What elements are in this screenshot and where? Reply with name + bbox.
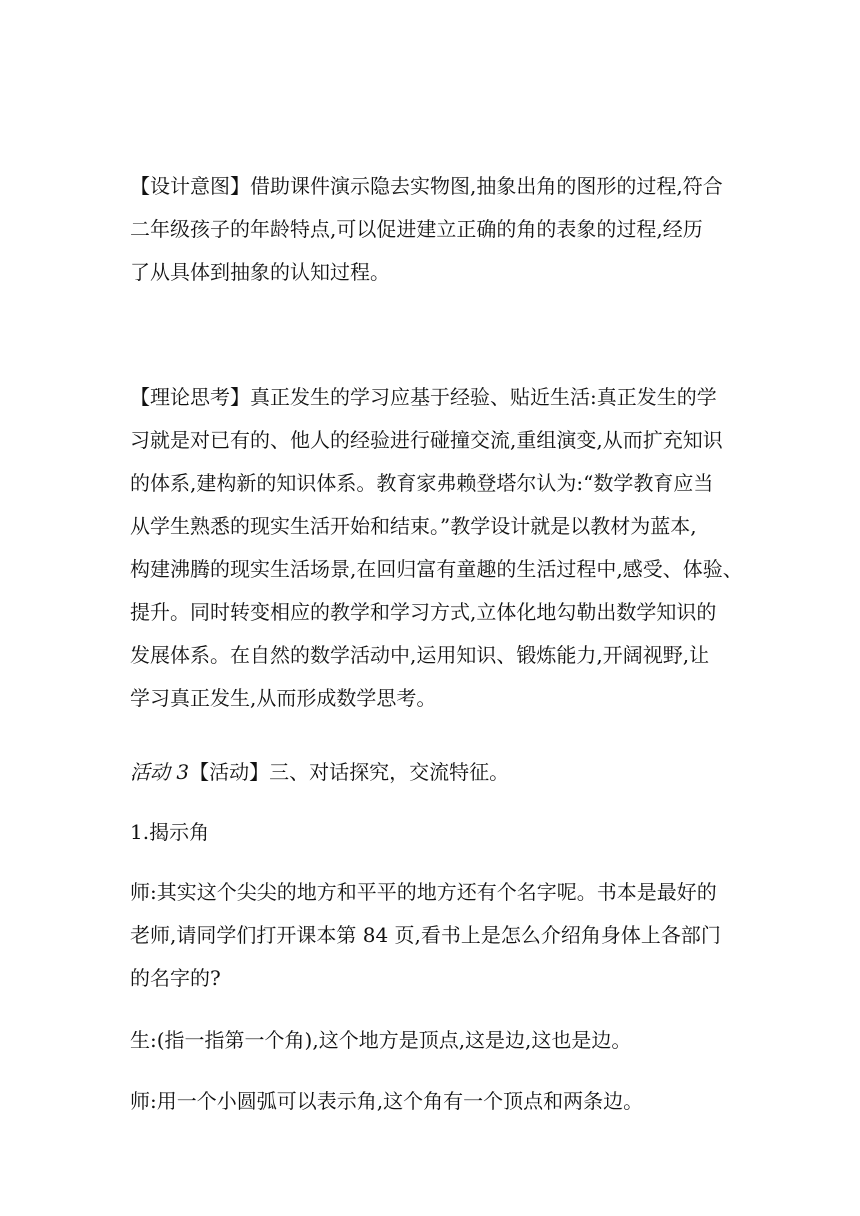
activity-heading — [130, 758, 509, 786]
theory-line-7: 发展体系。在自然的数学活动中,运用知识、锻炼能力,开阔视野,让 — [130, 643, 710, 667]
theory-line-8: 学习真正发生,从而形成数学思考。 — [130, 686, 437, 710]
theory-line-4: 从学生熟悉的现实生活开始和结束。”教学设计就是以教材为蓝本, — [130, 514, 697, 538]
theory-line-6: 提升。同时转变相应的教学和学习方式,立体化地勾勒出数学知识的 — [130, 600, 717, 624]
design-intent-line-3: 了从具体到抽象的认知过程。 — [130, 260, 390, 284]
teacher-line-3: 的名字的? — [130, 966, 221, 990]
section-heading: 1.揭示角 — [130, 820, 210, 844]
teacher-line-4: 师:用一个小圆弧可以表示角,这个角有一个顶点和两条边。 — [130, 1089, 644, 1113]
design-intent-line-1: 【设计意图】借助课件演示隐去实物图,抽象出角的图形的过程,符合 — [130, 174, 723, 198]
teacher-line-1: 师:其实这个尖尖的地方和平平的地方还有个名字呢。书本是最好的 — [130, 880, 717, 904]
theory-line-3: 的体系,建构新的知识体系。教育家弗赖登塔尔认为:“数学教育应当 — [130, 471, 714, 495]
student-line-1: 生:(指一指第一个角),这个地方是顶点,这是边,这也是边。 — [130, 1028, 632, 1052]
theory-line-2: 习就是对已有的、他人的经验进行碰撞交流,重组演变,从而扩充知识 — [130, 428, 723, 452]
theory-line-1: 【理论思考】真正发生的学习应基于经验、贴近生活:真正发生的学 — [130, 385, 717, 409]
theory-line-5: 构建沸腾的现实生活场景,在回归富有童趣的生活过程中,感受、体验、 — [130, 557, 743, 581]
activity-prefix: 活动 3 — [130, 760, 190, 784]
activity-title: 【活动】三、对话探究，交流特征。 — [189, 760, 510, 784]
teacher-line-2: 老师,请同学们打开课本第 84 页,看书上是怎么介绍角身体上各部门 — [130, 923, 721, 947]
design-intent-line-2: 二年级孩子的年龄特点,可以促进建立正确的角的表象的过程,经历 — [130, 217, 703, 241]
